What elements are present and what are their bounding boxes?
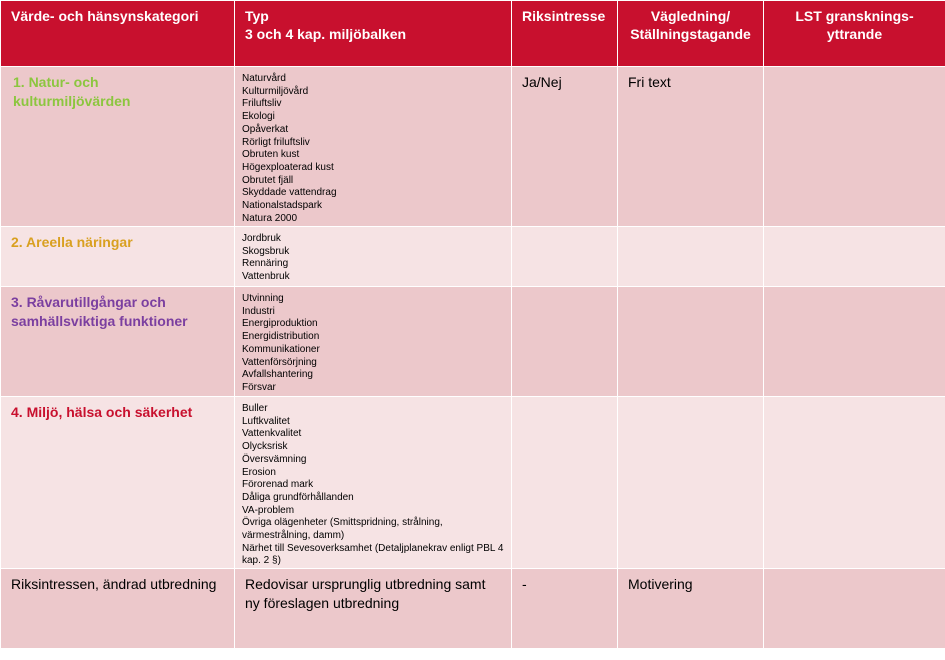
type-list <box>235 227 512 287</box>
vagledning-cell: Motivering <box>618 569 764 649</box>
type-item: Kommunikationer <box>242 343 320 355</box>
type-item: Dåliga grundförhållanden <box>242 491 354 503</box>
type-item: Kulturmiljövård <box>242 85 309 97</box>
table-row <box>1 287 945 397</box>
type-item: Vattenbruk <box>242 271 290 283</box>
table-row <box>1 569 945 649</box>
table-row <box>1 227 945 287</box>
type-item: Erosion <box>242 466 276 478</box>
type-item: Obruten kust <box>242 149 300 161</box>
header-riksintresse: Riksintresse <box>512 1 618 67</box>
type-item: Buller <box>242 403 268 414</box>
category-cell: 1. Natur- och kulturmiljövärden <box>1 67 235 227</box>
header-vagledning: Vägledning/ Ställningstagande <box>618 1 764 67</box>
type-item: Luftkvalitet <box>242 415 290 427</box>
type-item: Skyddade vattendrag <box>242 187 337 199</box>
lst-yttrande-cell <box>764 287 945 397</box>
category-cell: Riksintressen, ändrad utbredning <box>1 569 235 649</box>
header-category: Värde- och hänsynskategori <box>1 1 235 67</box>
type-item: Översvämning <box>242 453 307 465</box>
type-text-cell: Redovisar ursprunglig utbredning samt ny föreslagen utbredning <box>235 569 512 649</box>
lst-yttrande-cell <box>764 227 945 287</box>
riksintresse-cell <box>512 227 618 287</box>
riksintresse-cell: - <box>512 569 618 649</box>
type-item: Friluftsliv <box>242 98 282 110</box>
type-item: Opåverkat <box>242 123 289 135</box>
riksintresse-cell <box>512 287 618 397</box>
type-list <box>235 397 512 569</box>
type-item: Förorenad mark <box>242 479 314 491</box>
riksintresse-cell: Ja/Nej <box>512 67 618 227</box>
type-item: Skogsbruk <box>242 245 290 257</box>
type-item: Försvar <box>242 381 276 393</box>
header-type: Typ 3 och 4 kap. miljöbalken <box>235 1 512 67</box>
category-cell: 3. Råvarutillgångar och samhällsviktiga funktioner <box>1 287 235 397</box>
type-item: Obrutet fjäll <box>242 174 294 186</box>
type-item: Jordbruk <box>242 233 281 244</box>
type-item: Rörligt friluftsliv <box>242 136 310 148</box>
riksintresse-cell <box>512 397 618 569</box>
type-item: Övriga olägenheter (Smittspridning, strålning, värmestrålning, damm) <box>242 517 443 542</box>
lst-yttrande-cell <box>764 569 945 649</box>
vagledning-cell: Fri text <box>618 67 764 227</box>
type-item: Vattenkvalitet <box>242 428 302 440</box>
vagledning-cell <box>618 287 764 397</box>
type-list <box>235 67 512 227</box>
vagledning-cell <box>618 227 764 287</box>
type-item: Naturvård <box>242 73 286 84</box>
category-cell: 4. Miljö, hälsa och säkerhet <box>1 397 235 569</box>
type-item: Ekologi <box>242 111 275 123</box>
vagledning-cell <box>618 397 764 569</box>
type-item: Industri <box>242 305 275 317</box>
type-item: Nationalstadspark <box>242 200 323 212</box>
type-item: Natura 2000 <box>242 212 298 224</box>
type-item: Olycksrisk <box>242 441 288 453</box>
type-item: Avfallshantering <box>242 369 313 381</box>
type-item: Vattenförsörjning <box>242 356 317 368</box>
type-item: Energidistribution <box>242 331 320 343</box>
lst-yttrande-cell <box>764 397 945 569</box>
type-item: Rennäring <box>242 258 289 270</box>
type-item: Högexploaterad kust <box>242 161 334 173</box>
type-item: Utvinning <box>242 293 284 304</box>
table-row <box>1 67 945 227</box>
table-header-row <box>1 1 945 67</box>
category-cell: 2. Areella näringar <box>1 227 235 287</box>
type-item: VA-problem <box>242 504 295 516</box>
type-item: Närhet till Sevesoverksamhet (Detaljplanekrav enligt PBL 4 kap. 2 §) <box>242 542 504 567</box>
header-lst-yttrande: LST gransknings- yttrande <box>764 1 945 67</box>
lst-yttrande-cell <box>764 67 945 227</box>
type-item: Energiproduktion <box>242 318 318 330</box>
table-row <box>1 397 945 569</box>
type-list <box>235 287 512 397</box>
